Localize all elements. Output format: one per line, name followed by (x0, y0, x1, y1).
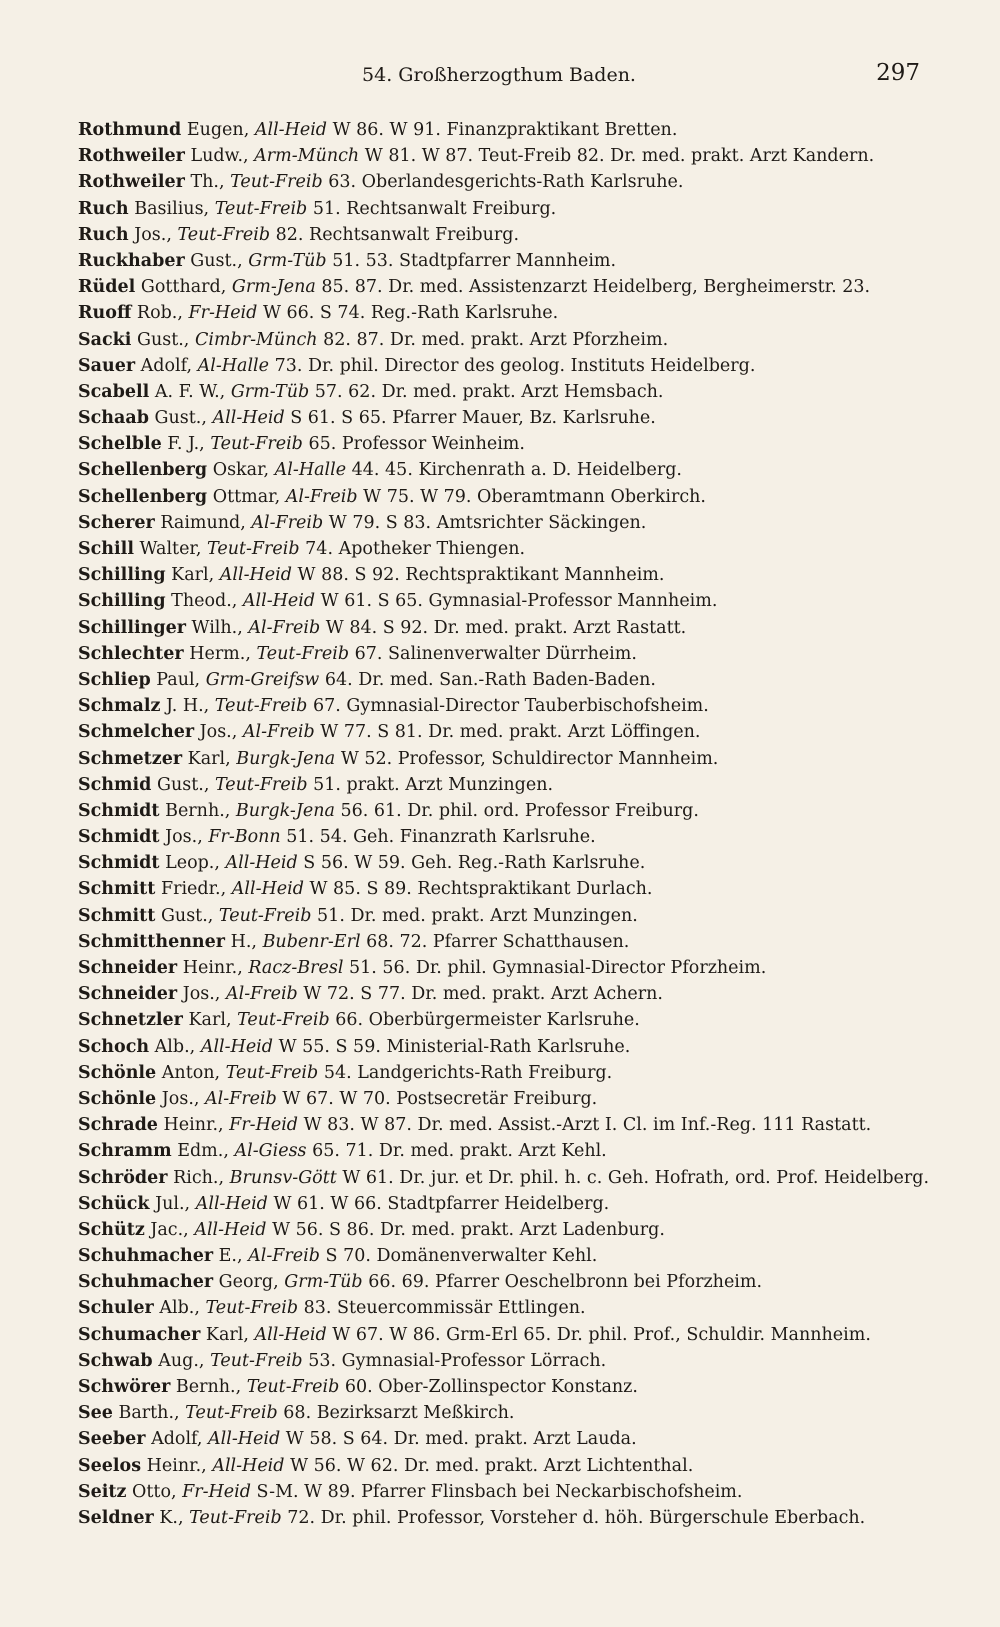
entry-given-name: Oskar, (212, 460, 270, 481)
list-item (78, 1479, 940, 1505)
entry-details: 57. 62. Dr. med. prakt. Arzt Hemsbach. (314, 381, 664, 402)
entry-corps: All-Heid (200, 1036, 273, 1057)
entry-corps: Cimbr-Münch (194, 329, 318, 350)
list-item (78, 274, 940, 300)
entry-corps: All-Heid (225, 853, 298, 874)
entry-surname: Schmalz (78, 696, 161, 717)
page-header (78, 60, 920, 90)
entry-details: 64. Dr. med. San.-Rath Baden-Baden. (324, 669, 656, 690)
entry-surname: Sacki (78, 329, 132, 350)
entry-surname: Schönle (78, 1062, 157, 1083)
entry-corps: Grm-Tüb (248, 250, 327, 271)
entry-given-name: Th., (190, 172, 225, 193)
entry-details: W 52. Professor, Schuldirector Mannheim. (340, 748, 719, 769)
entry-given-name: Adolf, (151, 1429, 203, 1450)
list-item (78, 588, 940, 614)
entry-surname: Schmitt (78, 905, 156, 926)
entry-given-name: Barth., (118, 1403, 180, 1424)
entry-surname: Schaab (78, 408, 149, 429)
list-item (78, 117, 940, 143)
entry-surname: Schill (78, 539, 134, 559)
entry-corps: Teut-Freib (210, 434, 303, 455)
entry-details: 82. 87. Dr. med. prakt. Arzt Pforzheim. (323, 329, 669, 350)
entry-details: W 72. S 77. Dr. med. prakt. Arzt Achern. (303, 984, 663, 1005)
entry-corps: Al-Freib (248, 1246, 320, 1267)
entry-details: 72. Dr. phil. Professor, Vorsteher d. höh. Bürgerschule Eberbach. (287, 1507, 866, 1528)
entry-surname: Rüdel (78, 277, 136, 298)
entry-corps: Brunsv-Gött (229, 1167, 337, 1188)
entry-surname: Ruch (78, 198, 129, 219)
list-item (78, 379, 940, 405)
list-item (78, 1138, 940, 1164)
entry-given-name: Heinr., (182, 958, 243, 978)
entry-corps: Al-Freib (225, 984, 298, 1005)
entry-given-name: Adolf, (140, 355, 193, 376)
entry-given-name: Paul, (156, 669, 201, 690)
entry-surname: Schmelcher (78, 722, 195, 743)
list-item (78, 1348, 940, 1374)
running-head: 54. Großherzogthum Baden. (362, 64, 636, 86)
entry-corps: Fr-Heid (182, 1481, 251, 1502)
entry-corps: Fr-Bonn (208, 827, 281, 848)
list-item (78, 876, 940, 902)
list-item (78, 798, 940, 824)
entry-details: 51. 56. Dr. phil. Gymnasial-Director Pforzheim. (349, 958, 767, 978)
entry-corps: Grm-Tüb (284, 1272, 363, 1293)
entry-details: 54. Landgerichts-Rath Freiburg. (323, 1062, 613, 1083)
entry-corps: Teut-Freib (210, 1350, 303, 1371)
list-item (78, 248, 940, 274)
entry-corps: All-Heid (194, 1219, 267, 1240)
list-item (78, 1060, 940, 1086)
entry-given-name: Alb., (159, 1298, 200, 1319)
entry-surname: Schlechter (78, 643, 184, 664)
entry-surname: Schmidt (78, 853, 160, 874)
entry-details: S 70. Domänenverwalter Kehl. (325, 1246, 598, 1267)
entry-details: W 61. W 66. Stadtpfarrer Heidelberg. (273, 1193, 610, 1214)
entry-surname: Schellenberg (78, 460, 208, 481)
entry-surname: Rothweiler (78, 172, 185, 193)
entry-corps: Teut-Freib (214, 198, 308, 219)
entry-corps: Grm-Tüb (230, 381, 310, 402)
entry-surname: Schütz (78, 1219, 145, 1240)
entry-details: 82. Rechtsanwalt Freiburg. (275, 224, 520, 245)
entry-surname: Schröder (78, 1167, 168, 1188)
entry-details: 67. Salinenverwalter Dürrheim. (354, 643, 637, 664)
entry-corps: Al-Freib (205, 1088, 277, 1109)
entry-given-name: Walter, (139, 539, 202, 559)
entry-surname: Schmitthenner (78, 931, 226, 952)
entry-surname: Schwab (78, 1350, 153, 1371)
entry-surname: Schuhmacher (78, 1246, 214, 1267)
list-item (78, 981, 940, 1007)
list-item (78, 1191, 940, 1217)
entry-given-name: Theod., (171, 591, 238, 612)
entry-details: 51. Rechtsanwalt Freiburg. (312, 198, 557, 219)
entry-given-name: A. F. W., (154, 381, 226, 402)
entry-surname: Schilling (78, 565, 166, 586)
list-item (78, 772, 940, 798)
entry-corps: Fr-Heid (188, 303, 258, 324)
entry-corps: All-Heid (212, 408, 285, 429)
entry-given-name: Ludw., (190, 146, 249, 167)
entry-details: 44. 45. Kirchenrath a. D. Heidelberg. (351, 460, 682, 481)
entry-details: 68. 72. Pfarrer Schatthausen. (366, 931, 630, 952)
entry-details: 51. 53. Stadtpfarrer Mannheim. (332, 250, 617, 271)
list-item (78, 143, 940, 169)
entry-corps: Teut-Freib (214, 774, 308, 795)
entry-corps: All-Heid (231, 879, 304, 900)
entry-corps: Al-Halle (274, 460, 347, 481)
entry-given-name: Karl, (205, 1324, 249, 1345)
list-item (78, 1400, 940, 1426)
list-item (78, 1426, 940, 1452)
entry-surname: Schück (78, 1193, 150, 1214)
list-item (78, 955, 940, 981)
entry-given-name: Gust., (157, 774, 210, 795)
entry-corps: Fr-Heid (229, 1115, 299, 1136)
entry-corps: Al-Freib (248, 617, 321, 638)
entry-surname: Schuhmacher (78, 1272, 214, 1293)
list-item (78, 903, 940, 929)
list-item (78, 1322, 940, 1348)
entry-surname: Schneider (78, 958, 178, 978)
list-item (78, 169, 940, 195)
entry-corps: Teut-Freib (230, 172, 323, 193)
entry-details: W 83. W 87. Dr. med. Assist.-Arzt I. Cl. im Inf.-Reg. 111 Rastatt. (303, 1115, 872, 1136)
entry-given-name: J. H., (166, 696, 210, 717)
entry-surname: Rothmund (78, 120, 182, 140)
entry-corps: All-Heid (254, 1324, 327, 1345)
entry-corps: All-Heid (212, 1455, 285, 1476)
list-item (78, 353, 940, 379)
entry-surname: Rothweiler (78, 146, 185, 167)
entry-surname: Schelble (78, 434, 162, 455)
list-item (78, 641, 940, 667)
entry-corps: Teut-Freib (189, 1507, 282, 1528)
entry-corps: Grm-Greifsw (205, 669, 320, 690)
entry-given-name: Rob., (136, 303, 183, 324)
entry-corps: Bubenr-Erl (262, 931, 361, 952)
entry-details: W 84. S 92. Dr. med. prakt. Arzt Rastatt. (325, 617, 687, 638)
entry-given-name: Georg, (218, 1272, 279, 1293)
entry-given-name: Jul., (155, 1193, 191, 1214)
entry-surname: Seeber (78, 1429, 146, 1450)
entry-given-name: E., (218, 1246, 243, 1267)
entry-given-name: Jos., (165, 827, 203, 848)
entry-details: 68. Bezirksarzt Meßkirch. (283, 1403, 515, 1424)
list-item (78, 484, 940, 510)
entry-corps: All-Heid (254, 120, 328, 140)
list-item (78, 824, 940, 850)
list-item (78, 562, 940, 588)
entry-surname: See (78, 1403, 113, 1424)
entry-surname: Schmidt (78, 800, 160, 821)
entry-given-name: Alb., (154, 1036, 196, 1057)
entry-details: W 61. S 65. Gymnasial-Professor Mannheim. (320, 591, 718, 612)
entry-given-name: Raimund, (160, 512, 246, 533)
entry-details: W 58. S 64. Dr. med. prakt. Arzt Lauda. (285, 1429, 637, 1450)
entry-details: 51. Dr. med. prakt. Arzt Munzingen. (317, 905, 638, 926)
entry-details: 66. Oberbürgermeister Karlsruhe. (335, 1010, 640, 1031)
member-list (78, 117, 940, 1531)
entry-details: W 81. W 87. Teut-Freib 82. Dr. med. prakt. Arzt Kandern. (364, 146, 875, 167)
entry-details: 83. Steuercommissär Ettlingen. (303, 1298, 586, 1319)
list-item (78, 1453, 940, 1479)
entry-surname: Scherer (78, 512, 155, 533)
entry-given-name: Gotthard, (140, 277, 227, 298)
list-item (78, 300, 940, 326)
entry-surname: Schilling (78, 591, 166, 612)
entry-details: 51. prakt. Arzt Munzingen. (313, 774, 554, 795)
entry-details: 63. Oberlandesgerichts-Rath Karlsruhe. (328, 172, 684, 193)
entry-given-name: Bernh., (175, 1377, 242, 1397)
list-item (78, 1165, 940, 1191)
entry-corps: All-Heid (195, 1193, 268, 1214)
entry-corps: Al-Freib (242, 722, 315, 743)
entry-given-name: Edm., (177, 1141, 229, 1162)
entry-given-name: Heinr., (146, 1455, 207, 1476)
list-item (78, 431, 940, 457)
entry-corps: Teut-Freib (237, 1010, 330, 1031)
entry-surname: Schnetzler (78, 1010, 183, 1031)
entry-surname: Schwörer (78, 1377, 171, 1397)
entry-surname: Ruch (78, 224, 129, 245)
entry-given-name: Leop., (165, 853, 220, 874)
list-item (78, 929, 940, 955)
entry-surname: Schellenberg (78, 486, 208, 507)
entry-details: S 56. W 59. Geh. Reg.-Rath Karlsruhe. (303, 853, 646, 874)
entry-surname: Scabell (78, 381, 150, 402)
entry-details: 65. Professor Weinheim. (308, 434, 525, 455)
entry-corps: Al-Freib (251, 512, 324, 533)
entry-given-name: Friedr., (160, 879, 227, 900)
entry-details: 51. 54. Geh. Finanzrath Karlsruhe. (286, 827, 596, 848)
entry-given-name: Karl, (188, 1010, 232, 1031)
entry-details: W 56. S 86. Dr. med. prakt. Arzt Ladenburg. (272, 1219, 665, 1240)
list-item (78, 1295, 940, 1321)
entry-given-name: Rich., (173, 1167, 225, 1188)
entry-surname: Schmidt (78, 827, 160, 848)
entry-given-name: F. J., (167, 434, 205, 455)
entry-details: 66. 69. Pfarrer Oeschelbronn bei Pforzheim. (368, 1272, 763, 1293)
list-item (78, 1112, 940, 1138)
entry-details: W 61. Dr. jur. et Dr. phil. h. c. Geh. Hofrath, ord. Prof. Heidelberg. (342, 1167, 930, 1188)
list-item (78, 405, 940, 431)
entry-surname: Schoch (78, 1036, 150, 1057)
entry-details: 67. Gymnasial-Director Tauberbischofsheim. (312, 696, 709, 717)
entry-given-name: K., (159, 1507, 184, 1528)
entry-surname: Schramm (78, 1141, 172, 1162)
entry-details: 74. Apotheker Thiengen. (305, 539, 526, 559)
entry-corps: Grm-Jena (231, 277, 316, 298)
entry-surname: Schrade (78, 1115, 158, 1136)
entry-corps: Teut-Freib (256, 643, 350, 664)
entry-surname: Ruoff (78, 303, 132, 324)
list-item (78, 1269, 940, 1295)
entry-details: 65. 71. Dr. med. prakt. Arzt Kehl. (312, 1141, 607, 1162)
entry-given-name: Jos., (182, 984, 221, 1005)
entry-corps: Al-Halle (197, 355, 270, 376)
list-item (78, 1217, 940, 1243)
entry-details: W 67. W 86. Grm-Erl 65. Dr. phil. Prof., Schuldir. Mannheim. (332, 1324, 871, 1345)
list-item (78, 457, 940, 483)
entry-details: W 56. W 62. Dr. med. prakt. Arzt Lichtenthal. (290, 1455, 694, 1476)
list-item (78, 850, 940, 876)
entry-given-name: Jos., (199, 722, 238, 743)
entry-details: 56. 61. Dr. phil. ord. Professor Freiburg. (340, 800, 699, 821)
list-item (78, 1086, 940, 1112)
entry-surname: Schmitt (78, 879, 156, 900)
page-number: 297 (876, 60, 920, 86)
entry-details: W 66. S 74. Reg.-Rath Karlsruhe. (262, 303, 559, 324)
entry-given-name: Karl, (187, 748, 231, 769)
entry-given-name: Anton, (161, 1062, 221, 1083)
entry-details: W 85. S 89. Rechtspraktikant Durlach. (309, 879, 653, 900)
entry-corps: Teut-Freib (207, 539, 300, 559)
entry-surname: Seldner (78, 1507, 154, 1528)
entry-details: 60. Ober-Zollinspector Konstanz. (344, 1377, 638, 1397)
entry-given-name: Gust., (190, 250, 243, 271)
entry-corps: Burgk-Jena (236, 748, 336, 769)
list-item (78, 1007, 940, 1033)
entry-corps: All-Heid (208, 1429, 281, 1450)
entry-details: S 61. S 65. Pfarrer Mauer, Bz. Karlsruhe. (290, 408, 656, 429)
entry-given-name: Bernh., (165, 800, 231, 821)
entry-surname: Schmetzer (78, 748, 183, 769)
entry-corps: Al-Giess (234, 1141, 307, 1162)
entry-details: W 88. S 92. Rechtspraktikant Mannheim. (297, 565, 665, 586)
entry-given-name: Gust., (136, 329, 190, 350)
entry-corps: Teut-Freib (177, 224, 271, 245)
entry-corps: Teut-Freib (246, 1377, 340, 1397)
list-item (78, 327, 940, 353)
list-item (78, 693, 940, 719)
list-item (78, 222, 940, 248)
entry-surname: Ruckhaber (78, 250, 185, 271)
entry-corps: All-Heid (242, 591, 316, 612)
list-item (78, 1505, 940, 1531)
list-item (78, 510, 940, 536)
entry-details: W 75. W 79. Oberamtmann Oberkirch. (363, 486, 706, 507)
entry-surname: Schuler (78, 1298, 154, 1319)
entry-given-name: Jos., (161, 1088, 200, 1109)
entry-given-name: Jac., (150, 1219, 189, 1240)
entry-details: W 86. W 91. Finanzpraktikant Bretten. (332, 120, 678, 140)
entry-corps: Racz-Bresl (248, 958, 344, 978)
entry-given-name: Eugen, (186, 120, 250, 140)
entry-given-name: Jos., (134, 224, 172, 245)
entry-surname: Seelos (78, 1455, 142, 1476)
entry-corps: Teut-Freib (185, 1403, 278, 1424)
entry-surname: Schumacher (78, 1324, 201, 1345)
entry-given-name: Karl, (171, 565, 215, 586)
list-item (78, 196, 940, 222)
entry-corps: All-Heid (219, 565, 292, 586)
entry-given-name: Basilius, (134, 198, 210, 219)
entry-surname: Seitz (78, 1481, 127, 1502)
list-item (78, 615, 940, 641)
entry-details: W 67. W 70. Postsecretär Freiburg. (282, 1088, 598, 1109)
entry-given-name: Wilh., (191, 617, 243, 638)
list-item (78, 667, 940, 693)
entry-details: 73. Dr. phil. Director des geolog. Instituts Heidelberg. (274, 355, 756, 376)
entry-surname: Schmid (78, 774, 152, 795)
entry-corps: Al-Freib (285, 486, 358, 507)
entry-details: 53. Gymnasial-Professor Lörrach. (308, 1350, 607, 1371)
entry-corps: Teut-Freib (214, 696, 308, 717)
entry-given-name: Herm., (189, 643, 251, 664)
entry-surname: Schneider (78, 984, 178, 1005)
entry-surname: Schliep (78, 669, 151, 690)
list-item (78, 1034, 940, 1060)
entry-corps: Arm-Münch (254, 146, 360, 167)
entry-given-name: Ottmar, (212, 486, 281, 507)
entry-given-name: Aug., (158, 1350, 205, 1371)
entry-corps: Burgk-Jena (235, 800, 335, 821)
entry-surname: Schillinger (78, 617, 186, 638)
entry-surname: Schönle (78, 1088, 157, 1109)
entry-given-name: Heinr., (163, 1115, 224, 1136)
entry-details: S-M. W 89. Pfarrer Flinsbach bei Neckarbischofsheim. (256, 1481, 743, 1502)
entry-details: 85. 87. Dr. med. Assistenzarzt Heidelberg, Bergheimerstr. 23. (321, 277, 871, 298)
list-item (78, 1374, 940, 1400)
list-item (78, 719, 940, 745)
list-item (78, 1243, 940, 1269)
entry-corps: Teut-Freib (218, 905, 312, 926)
entry-details: W 55. S 59. Ministerial-Rath Karlsruhe. (278, 1036, 631, 1057)
entry-corps: Teut-Freib (225, 1062, 319, 1083)
entry-given-name: Gust., (154, 408, 207, 429)
entry-given-name: H., (230, 931, 257, 952)
list-item (78, 746, 940, 772)
entry-corps: Teut-Freib (205, 1298, 299, 1319)
entry-given-name: Otto, (132, 1481, 177, 1502)
entry-surname: Sauer (78, 355, 136, 376)
entry-given-name: Gust., (160, 905, 214, 926)
entry-details: W 77. S 81. Dr. med. prakt. Arzt Löffingen. (320, 722, 701, 743)
list-item (78, 536, 940, 562)
entry-details: W 79. S 83. Amtsrichter Säckingen. (328, 512, 647, 533)
